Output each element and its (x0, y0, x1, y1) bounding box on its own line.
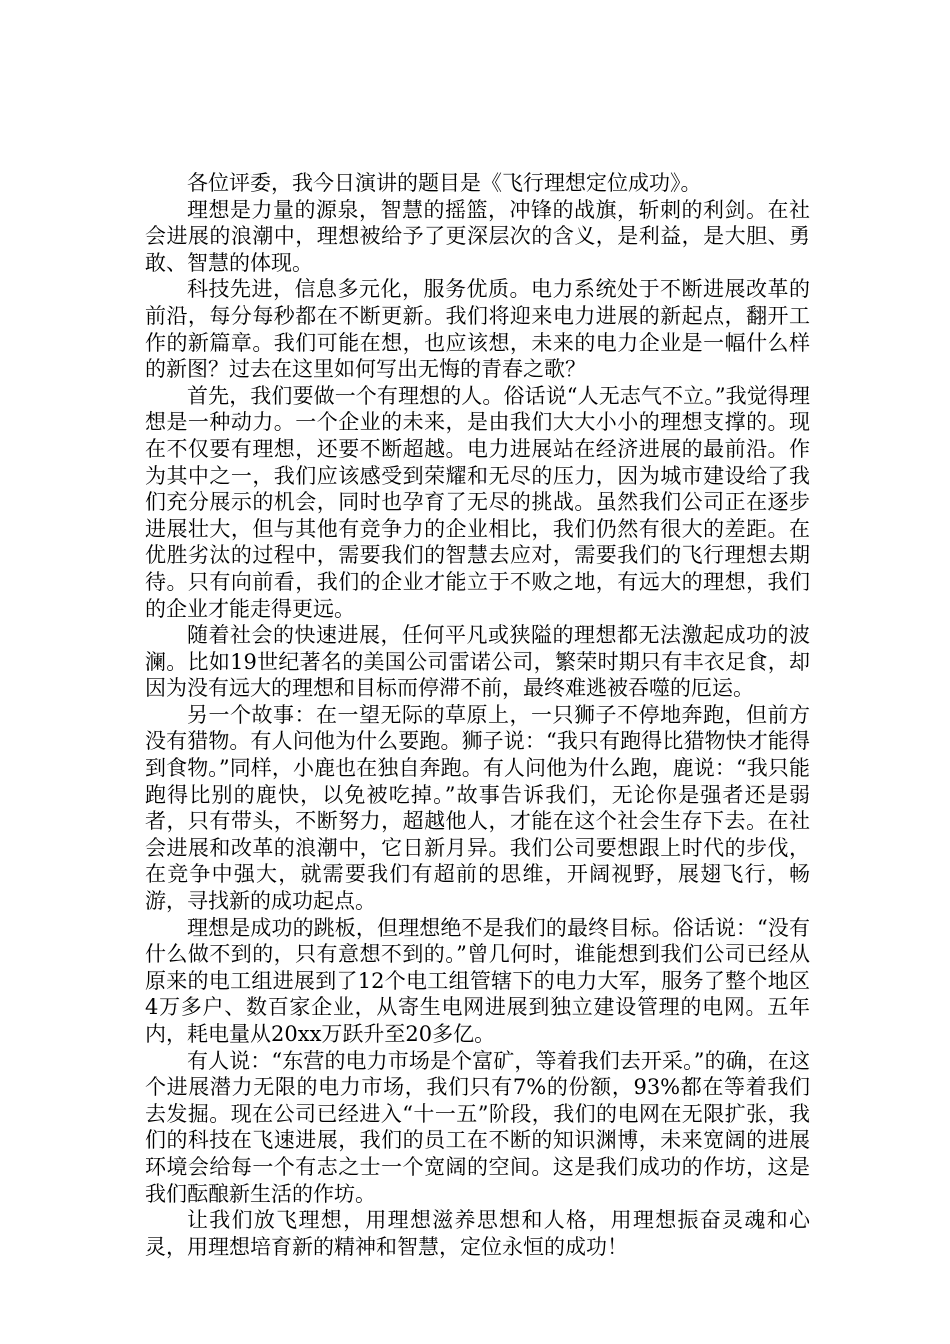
paragraph-dongying-market: 有人说：“东营的电力市场是个富矿，等着我们去开采。”的确，在这个进展潜力无限的电力市场，我们只有7%的份额，93%都在等着我们去发掘。现在公司已经进入“十一五”阶段，我们的电网在无限扩张，我们的科技在飞速进展，我们的员工在不断的知识渊博，未来宽阔的进展环境会给每一个有志之士一个宽阔的空间。这是我们成功的作坊，这是我们酝酿新生活的作坊。 (145, 1048, 810, 1206)
paragraph-first-ideal: 首先，我们要做一个有理想的人。俗话说“人无志气不立。”我觉得理想是一种动力。一个企业的未来，是由我们大大小小的理想支撑的。现在不仅要有理想，还要不断超越。电力进展站在经济进展的最前沿。作为其中之一，我们应该感受到荣耀和无尽的压力，因为城市建设给了我们充分展示的机会，同时也孕育了无尽的挑战。虽然我们公司正在逐步进展壮大，但与其他有竞争力的企业相比，我们仍然有很大的差距。在优胜劣汰的过程中，需要我们的智慧去应对，需要我们的飞行理想去期待。只有向前看，我们的企业才能立于不败之地，有远大的理想，我们的企业才能走得更远。 (145, 383, 810, 621)
paragraph-springboard: 理想是成功的跳板，但理想绝不是我们的最终目标。俗话说：“没有什么做不到的，只有意想不到的。”曾几何时，谁能想到我们公司已经从原来的电工组进展到了12个电工组管辖下的电力大军，服务了整个地区4万多户、数百家企业，从寄生电网进展到独立建设管理的电网。五年内，耗电量从20xx万跃升至20多亿。 (145, 915, 810, 1046)
paragraph-technology: 科技先进，信息多元化，服务优质。电力系统处于不断进展改革的前沿，每分每秒都在不断更新。我们将迎来电力进展的新起点，翻开工作的新篇章。我们可能在想，也应该想，未来的电力企业是一幅什么样的新图？过去在这里如何写出无悔的青春之歌？ (145, 277, 810, 382)
paragraph-ideal-source: 理想是力量的源泉，智慧的摇篮，冲锋的战旗，斩刺的利剑。在社会进展的浪潮中，理想被给予了更深层次的含义，是利益，是大胆、勇敢、智慧的体现。 (145, 197, 810, 275)
paragraph-greeting: 各位评委，我今日演讲的题目是《飞行理想定位成功》。 (187, 171, 702, 195)
paragraph-lion-story: 另一个故事：在一望无际的草原上，一只狮子不停地奔跑，但前方没有猎物。有人问他为什么要跑。狮子说：“我只有跑得比猎物快才能得到食物。”同样，小鹿也在独自奔跑。有人问他为什么跑，鹿说：“我只能跑得比别的鹿快，以免被吃掉。”故事告诉我们，无论你是强者还是弱者，只有带头，不断努力，超越他人，才能在这个社会生存下去。在社会进展和改革的浪潮中，它日新月异。我们公司要想跟上时代的步伐，在竞争中强大，就需要我们有超前的思维，开阔视野，展翅飞行，畅游，寻找新的成功起点。 (145, 702, 810, 914)
paragraph-renault-example: 随着社会的快速进展，任何平凡或狭隘的理想都无法激起成功的波澜。比如19世纪著名的美国公司雷诺公司，繁荣时期只有丰衣足食，却因为没有远大的理想和目标而停滞不前，最终难逃被吞噬的厄运。 (145, 623, 810, 701)
paragraph-closing: 让我们放飞理想，用理想滋养思想和人格，用理想振奋灵魂和心灵，用理想培育新的精神和智慧，定位永恒的成功！ (145, 1208, 810, 1259)
document-body (145, 170, 810, 1260)
